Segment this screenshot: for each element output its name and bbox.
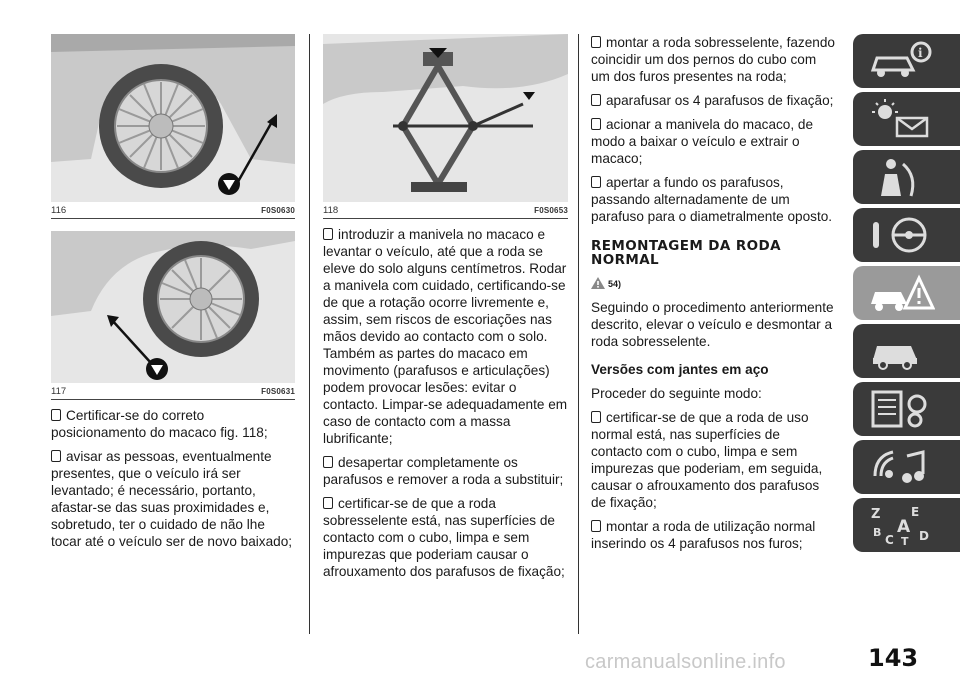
- figure-code: F0S0653: [534, 206, 568, 215]
- svg-text:i: i: [918, 46, 923, 60]
- multimedia-icon: [867, 446, 935, 488]
- column-1: [51, 34, 295, 550]
- car-info-icon: [867, 40, 935, 82]
- list-item: montar a roda sobresselente, fazendo coincidir um dos pernos do cubo com um dos furos presentes na roda;: [591, 35, 835, 84]
- column-2: [323, 34, 568, 580]
- figure-number: 118: [323, 205, 339, 216]
- watermark: carmanualsonline.info: [585, 651, 786, 673]
- svg-text:E: E: [911, 505, 920, 519]
- list-item: introduzir a manivela no macaco e levantar o veículo, até que a roda se eleve do solo alguns centímetros. Rodar a manivela com cuidado, certificando-se de que a rotação ocorre livremente e, assim, sem riscos de escoriações nas mãos devido ao contacto com o solo. Também as partes do macaco em movimento (parafusos e articulações) podem provocar lesões: evitar o contacto. Limpar-se adequadamente em caso de contacto com a massa lubrificante;: [323, 227, 568, 446]
- svg-text:A: A: [897, 517, 911, 537]
- technical-data-icon: [867, 388, 935, 430]
- lead-paragraph: Proceder do seguinte modo:: [591, 386, 762, 401]
- tab-maintenance[interactable]: [853, 324, 960, 378]
- figure-code: F0S0630: [261, 206, 295, 215]
- list-item: Certificar-se do correto posicionamento do macaco fig. 118;: [51, 408, 268, 440]
- warning-triangle-icon: [591, 277, 605, 289]
- figure-117-image: [51, 231, 295, 383]
- emergency-icon: [867, 272, 935, 314]
- figure-number: 116: [51, 205, 67, 216]
- tab-warning-lights[interactable]: [853, 92, 960, 146]
- figure-118-caption: [323, 205, 568, 219]
- svg-text:D: D: [919, 529, 929, 543]
- tab-multimedia[interactable]: [853, 440, 960, 494]
- checkbox-bullet-icon: [591, 118, 601, 130]
- checkbox-bullet-icon: [591, 520, 601, 532]
- figure-118-image: [323, 34, 568, 202]
- intro-paragraph: Seguindo o procedimento anteriormente descrito, elevar o veículo e desmontar a roda sobresselente.: [591, 300, 834, 349]
- checkbox-bullet-icon: [591, 176, 601, 188]
- list-item: apertar a fundo os parafusos, passando alternadamente de um parafuso para o diametralmente oposto.: [591, 175, 833, 224]
- safety-icon: [867, 156, 935, 198]
- svg-text:Z: Z: [871, 507, 881, 522]
- warning-lights-icon: [867, 98, 935, 140]
- list-item: certificar-se de que a roda de uso normal está, nas superfícies de contacto com o cubo, limpa e sem impurezas que poderiam, em seguida, causar o afrouxamento dos parafusos de fixação;: [591, 410, 823, 510]
- index-icon: [867, 504, 935, 546]
- checkbox-bullet-icon: [51, 409, 61, 421]
- list-item: aparafusar os 4 parafusos de fixação;: [591, 92, 835, 109]
- tab-index[interactable]: [853, 498, 960, 552]
- checkbox-bullet-icon: [591, 411, 601, 423]
- maintenance-icon: [867, 330, 935, 372]
- tab-car-info[interactable]: [853, 34, 960, 88]
- svg-text:B: B: [873, 526, 882, 539]
- tab-driving[interactable]: [853, 208, 960, 262]
- car-wheel-jack-point-illustration: [51, 34, 295, 202]
- checkbox-bullet-icon: [51, 450, 61, 462]
- figure-117-caption: [51, 386, 295, 400]
- column-3: [591, 34, 835, 552]
- svg-text:T: T: [901, 535, 909, 546]
- tab-technical-data[interactable]: [853, 382, 960, 436]
- checkbox-bullet-icon: [323, 228, 333, 240]
- list-item: desapertar completamente os parafusos e remover a roda a substituir;: [323, 455, 564, 487]
- checkbox-bullet-icon: [323, 497, 333, 509]
- figure-116-image: [51, 34, 295, 202]
- tab-safety[interactable]: [853, 150, 960, 204]
- svg-text:C: C: [885, 533, 894, 546]
- column-divider: [309, 34, 310, 634]
- list-item: montar a roda de utilização normal inserindo os 4 parafusos nos furos;: [591, 519, 816, 551]
- page-number: 143: [868, 644, 919, 672]
- scissor-jack-illustration: [323, 34, 568, 202]
- warning-reference: 54): [591, 277, 835, 289]
- column-divider: [578, 34, 579, 634]
- chapter-tabs-sidebar: [853, 34, 960, 556]
- list-item: avisar as pessoas, eventualmente presentes, que o veículo irá ser levantado; é necessário, portanto, afastar-se das suas proximidades e, sobretudo, ter o cuidado de não lhe tocar até o veículo ser de novo baixado;: [51, 449, 293, 549]
- checkbox-bullet-icon: [591, 36, 601, 48]
- list-item: certificar-se de que a roda sobresselente está, nas superfícies de contacto com o cubo, limpa e sem impurezas que poderiam causar o afrouxamento dos parafusos de fixação;: [323, 496, 565, 579]
- figure-116-caption: [51, 205, 295, 219]
- subheading: Versões com jantes em aço: [591, 362, 769, 377]
- checkbox-bullet-icon: [591, 94, 601, 106]
- car-wheel-side-illustration: [51, 231, 295, 383]
- driving-icon: [867, 214, 935, 256]
- figure-number: 117: [51, 386, 67, 397]
- list-item: acionar a manivela do macaco, de modo a baixar o veículo e extrair o macaco;: [591, 117, 814, 166]
- section-heading: REMONTAGEM DA RODA NORMAL: [591, 238, 781, 268]
- figure-code: F0S0631: [261, 387, 295, 396]
- checkbox-bullet-icon: [323, 456, 333, 468]
- tab-emergency[interactable]: [853, 266, 960, 320]
